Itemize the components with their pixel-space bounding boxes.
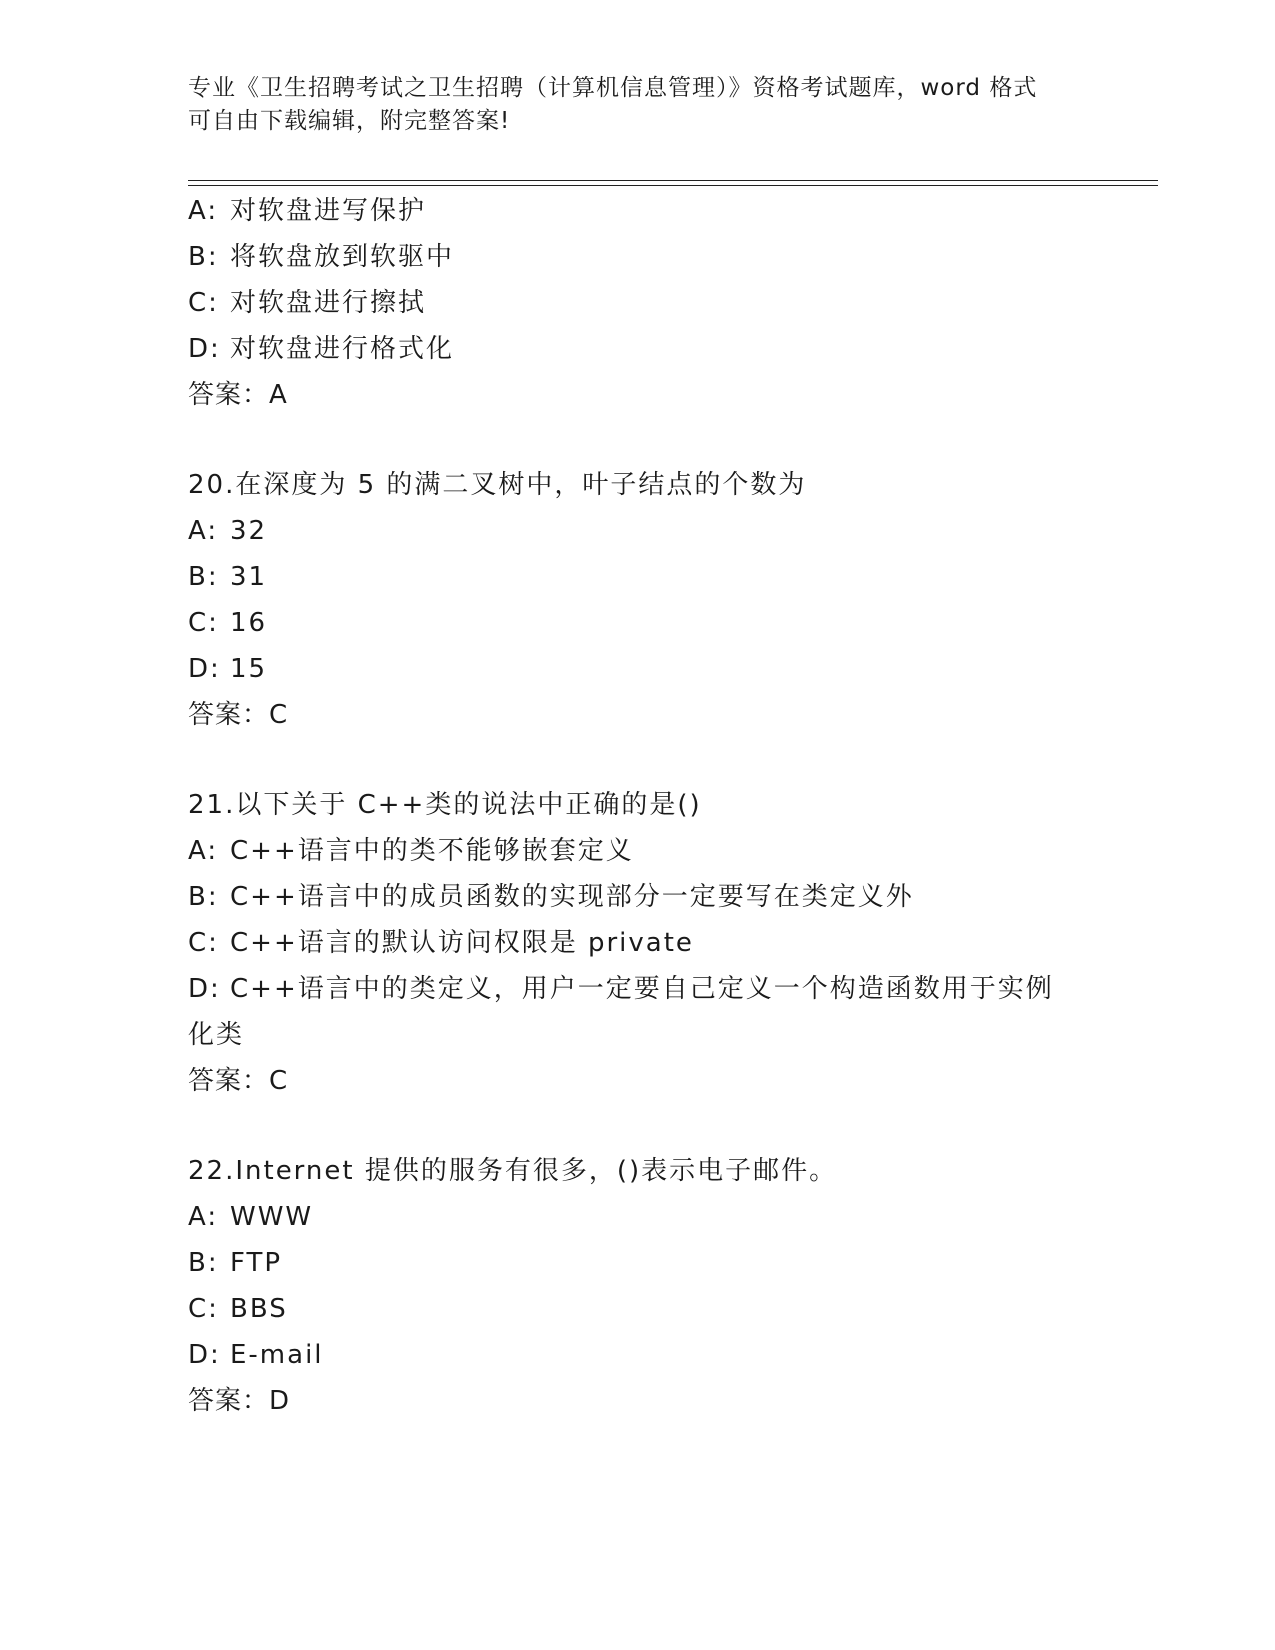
header-divider-top xyxy=(188,180,1158,181)
question-block-20 xyxy=(188,462,1088,738)
option-b: B: 将软盘放到软驱中 xyxy=(188,242,455,272)
question-stem: 21.以下关于 C++类的说法中正确的是() xyxy=(188,790,702,820)
option-a: A: WWW xyxy=(188,1202,314,1232)
answer-line: 答案：C xyxy=(188,1066,289,1096)
question-block-previous xyxy=(188,188,1088,418)
option-c: C: 16 xyxy=(188,608,268,638)
answer-line: 答案：D xyxy=(188,1386,291,1416)
option-d: D: C++语言中的类定义，用户一定要自己定义一个构造函数用于实例化类 xyxy=(188,974,1054,1050)
option-c: C: 对软盘进行擦拭 xyxy=(188,288,427,318)
option-d: D: 对软盘进行格式化 xyxy=(188,334,455,364)
question-block-21 xyxy=(188,782,1088,1104)
option-a: A: C++语言中的类不能够嵌套定义 xyxy=(188,836,634,866)
question-block-22 xyxy=(188,1148,1088,1424)
header-line-2: 可自由下载编辑，附完整答案! xyxy=(188,108,511,134)
answer-line: 答案：A xyxy=(188,380,288,410)
option-a: A: 对软盘进写保护 xyxy=(188,196,427,226)
option-b: B: FTP xyxy=(188,1248,283,1278)
option-b: B: C++语言中的成员函数的实现部分一定要写在类定义外 xyxy=(188,882,914,912)
document-header xyxy=(188,72,1088,138)
option-b: B: 31 xyxy=(188,562,268,592)
question-stem: 20.在深度为 5 的满二叉树中，叶子结点的个数为 xyxy=(188,470,807,500)
option-d: D: E-mail xyxy=(188,1340,324,1370)
option-a: A: 32 xyxy=(188,516,268,546)
answer-line: 答案：C xyxy=(188,700,289,730)
option-c: C: BBS xyxy=(188,1294,288,1324)
question-list xyxy=(188,188,1088,1424)
option-d: D: 15 xyxy=(188,654,268,684)
option-c: C: C++语言的默认访问权限是 private xyxy=(188,928,694,958)
header-divider-bottom xyxy=(188,185,1158,186)
header-line-1: 专业《卫生招聘考试之卫生招聘（计算机信息管理）》资格考试题库，word 格式 xyxy=(188,75,1038,101)
question-stem: 22.Internet 提供的服务有很多，()表示电子邮件。 xyxy=(188,1156,838,1186)
